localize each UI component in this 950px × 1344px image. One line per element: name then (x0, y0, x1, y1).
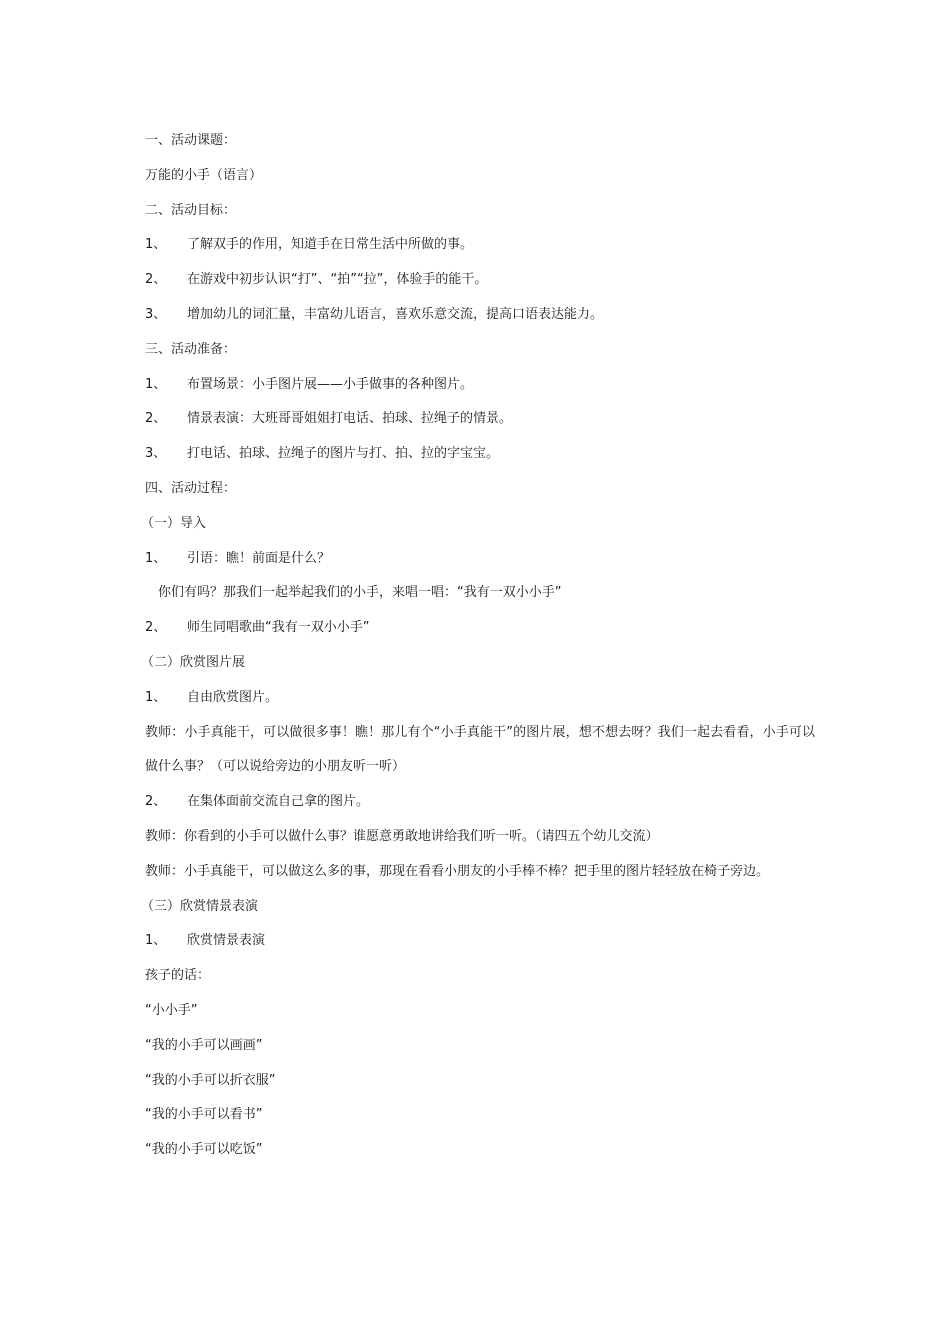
teacher-paragraph: 教师：小手真能干，可以做很多事！瞧！那儿有个“小手真能干”的图片展，想不想去呀？我们一起去看看，小手可以做什么事？（可以说给旁边的小朋友听一听） (145, 724, 815, 775)
subsection-heading-2: （二）欣赏图片展 (141, 654, 246, 670)
document-body (141, 124, 815, 1168)
goal-text: 在游戏中初步认识“打”、“拍”“拉”，体验手的能干。 (187, 272, 488, 288)
goal-number: 1、 (145, 237, 167, 253)
prep-text: 打电话、拍球、拉绳子的图片与打、拍、拉的字宝宝。 (187, 446, 500, 462)
prep-text: 情景表演：大班哥哥姐姐打电话、拍球、拉绳子的情景。 (187, 411, 513, 427)
process-number: 1、 (145, 550, 167, 566)
process-number: 2、 (145, 620, 167, 636)
child-quote: “我的小手可以画画” (145, 1037, 263, 1053)
process-text: 师生同唱歌曲“我有一双小小手” (187, 620, 370, 636)
goal-number: 3、 (145, 306, 167, 322)
process-text: 引语：瞧！前面是什么？ (187, 550, 331, 566)
intro-paragraph: 你们有吗？那我们一起举起我们的小手，来唱一唱：“我有一双小小手” (158, 585, 562, 601)
process-item (145, 785, 815, 820)
prep-item (145, 402, 815, 437)
process-number: 2、 (145, 794, 167, 810)
prep-text: 布置场景：小手图片展——小手做事的各种图片。 (187, 376, 474, 392)
teacher-paragraph: 教师：小手真能干，可以做这么多的事，那现在看看小朋友的小手棒不棒？把手里的图片轻轻放在椅子旁边。 (145, 863, 770, 879)
goal-item (145, 228, 815, 263)
prep-item (145, 437, 815, 472)
section-heading-2: 二、活动目标： (145, 202, 237, 218)
goal-text: 了解双手的作用，知道手在日常生活中所做的事。 (187, 237, 474, 253)
activity-title: 万能的小手（语言） (145, 167, 263, 183)
process-item (145, 924, 815, 959)
goal-number: 2、 (145, 272, 167, 288)
section-heading-4: 四、活动过程： (145, 480, 237, 496)
subsection-heading-3: （三）欣赏情景表演 (141, 898, 259, 914)
process-text: 欣赏情景表演 (187, 933, 266, 949)
process-item (145, 681, 815, 716)
section-heading-1: 一、活动课题： (145, 133, 237, 148)
child-quote: “小小手” (145, 1002, 198, 1018)
child-quote: “我的小手可以吃饭” (145, 1142, 263, 1158)
teacher-paragraph: 教师：你看到的小手可以做什么事？谁愿意勇敢地讲给我们听一听。（请四五个幼儿交流） (145, 828, 659, 844)
process-item (145, 542, 815, 577)
process-number: 1、 (145, 689, 167, 705)
section-heading-3: 三、活动准备： (145, 341, 237, 357)
prep-number: 2、 (145, 411, 167, 427)
prep-number: 1、 (145, 376, 167, 392)
goal-text: 增加幼儿的词汇量，丰富幼儿语言，喜欢乐意交流，提高口语表达能力。 (187, 306, 604, 322)
process-text: 自由欣赏图片。 (187, 689, 279, 705)
prep-number: 3、 (145, 446, 167, 462)
goal-item (145, 263, 815, 298)
goal-item (145, 298, 815, 333)
process-item (145, 611, 815, 646)
child-quote: “我的小手可以折衣服” (145, 1072, 276, 1088)
process-text: 在集体面前交流自己拿的图片。 (187, 794, 370, 810)
prep-item (145, 368, 815, 403)
subsection-heading-1: （一）导入 (141, 515, 207, 531)
children-words-label: 孩子的话： (145, 968, 211, 984)
process-number: 1、 (145, 933, 167, 949)
child-quote: “我的小手可以看书” (145, 1107, 263, 1123)
